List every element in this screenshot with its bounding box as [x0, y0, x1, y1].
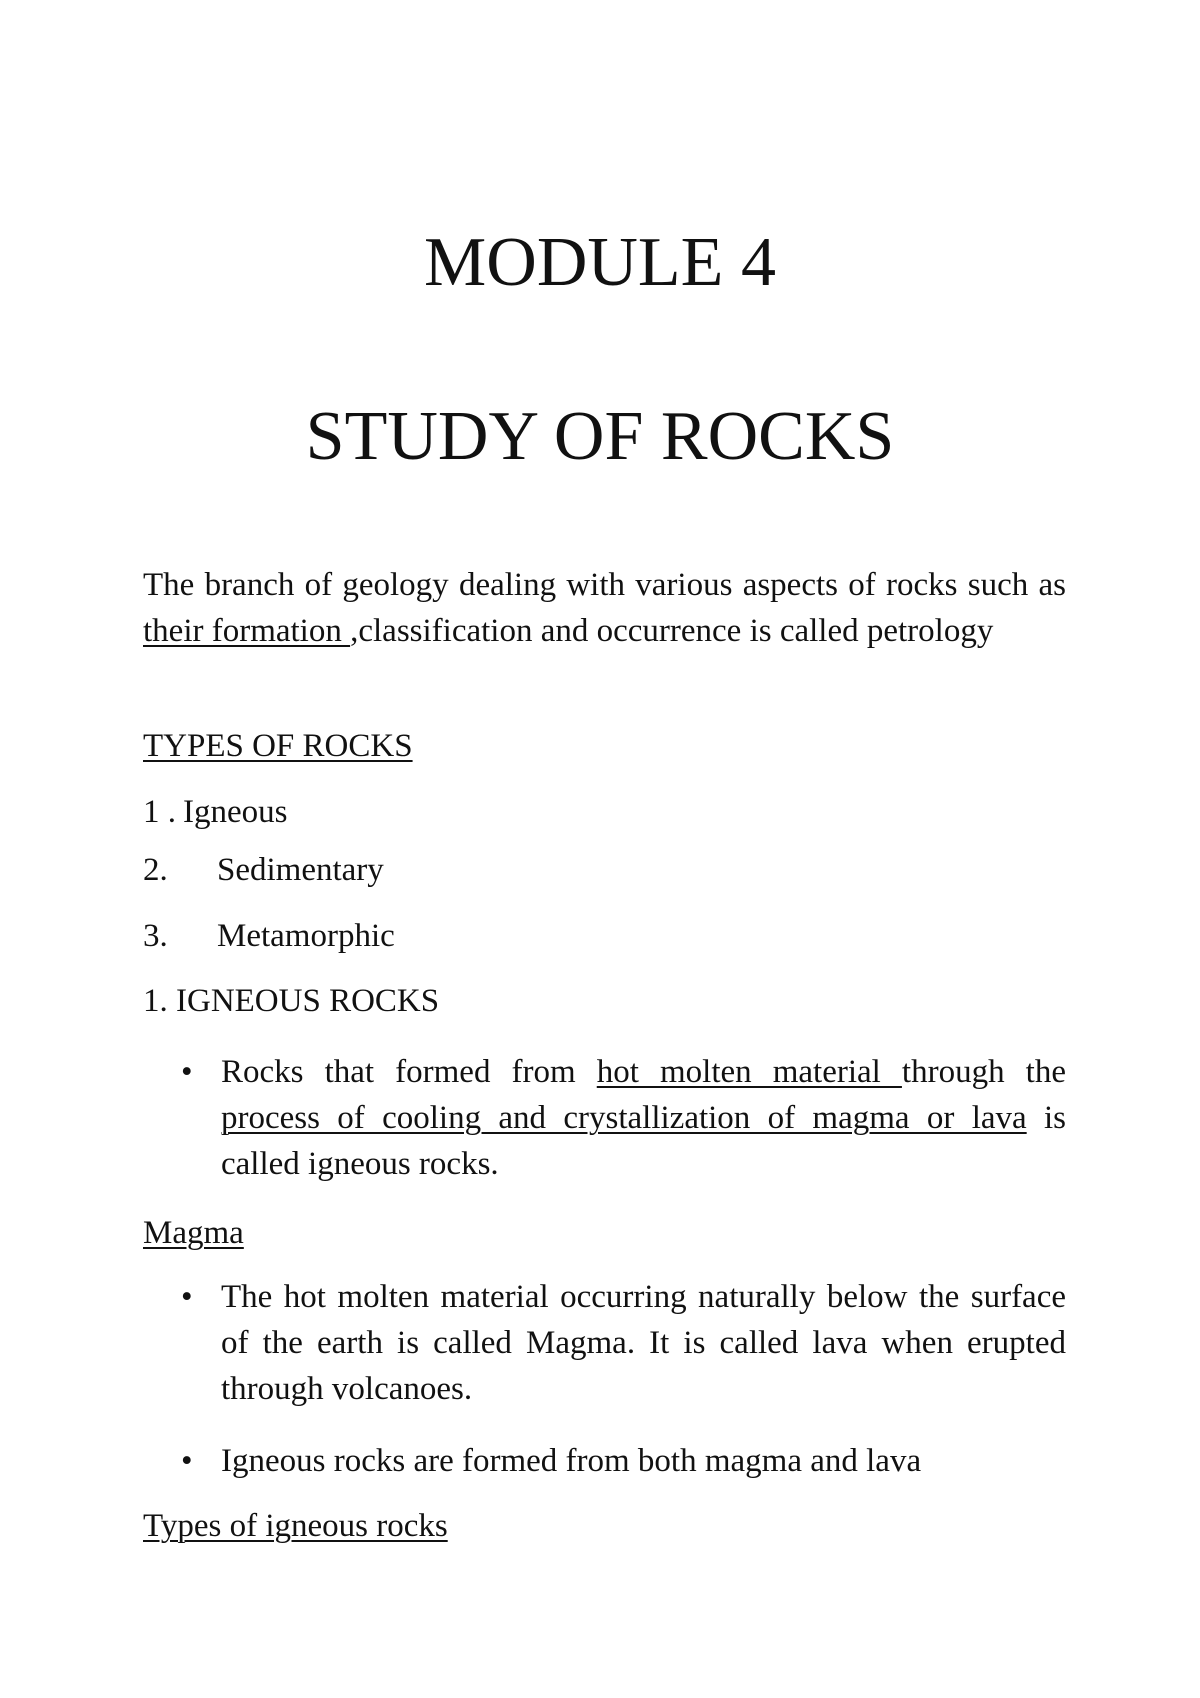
magma-heading: Magma	[143, 1215, 244, 1251]
igneous-bullet-text	[221, 1049, 1066, 1187]
module-title: MODULE 4	[424, 224, 776, 301]
igneous-bullet	[181, 1049, 1066, 1187]
bullet-marker: •	[181, 1443, 193, 1479]
study-title: STUDY OF ROCKS	[305, 398, 895, 475]
list-label: Metamorphic	[217, 918, 395, 954]
intro-text-start: The branch of geology dealing with various aspects of rocks such as	[143, 567, 1066, 603]
list-item-igneous	[143, 789, 288, 835]
bullet-marker: •	[181, 1279, 193, 1315]
magma-bullet-2	[181, 1438, 1066, 1484]
magma-bullet-text: The hot molten material occurring naturally below the surface of the earth is called Magma. It is called lava when erupted through volcanoes.	[221, 1279, 1066, 1407]
list-number: 2.	[143, 852, 168, 888]
list-item-sedimentary	[143, 847, 384, 893]
magma-bullet-text: Igneous rocks are formed from both magma and lava	[221, 1443, 922, 1479]
bullet-underlined-part: hot molten material	[596, 1054, 902, 1090]
list-label: Igneous	[183, 794, 288, 830]
bullet-text-part: through the	[901, 1054, 1066, 1090]
bullet-text-part: is called igneous rocks.	[221, 1100, 1067, 1182]
list-item-metamorphic	[143, 913, 395, 959]
igneous-rocks-heading: 1. IGNEOUS ROCKS	[143, 983, 440, 1019]
intro-underlined: their formation	[143, 613, 351, 649]
magma-bullet-1	[181, 1274, 1066, 1412]
bullet-underlined-part: process of cooling and crystallization of magma or lava	[221, 1100, 1027, 1136]
types-of-rocks-heading: TYPES OF ROCKS	[143, 728, 413, 764]
bullet-text-part: Rocks that formed from	[221, 1054, 597, 1090]
bullet-marker: •	[181, 1054, 193, 1090]
intro-text-end: ,classification and occurrence is called petrology	[350, 613, 994, 649]
list-number: 3.	[143, 918, 168, 954]
types-of-igneous-heading: Types of igneous rocks	[143, 1508, 448, 1544]
list-label: Sedimentary	[217, 852, 384, 888]
intro-paragraph	[143, 562, 1066, 654]
list-number: 1 .	[143, 794, 176, 830]
